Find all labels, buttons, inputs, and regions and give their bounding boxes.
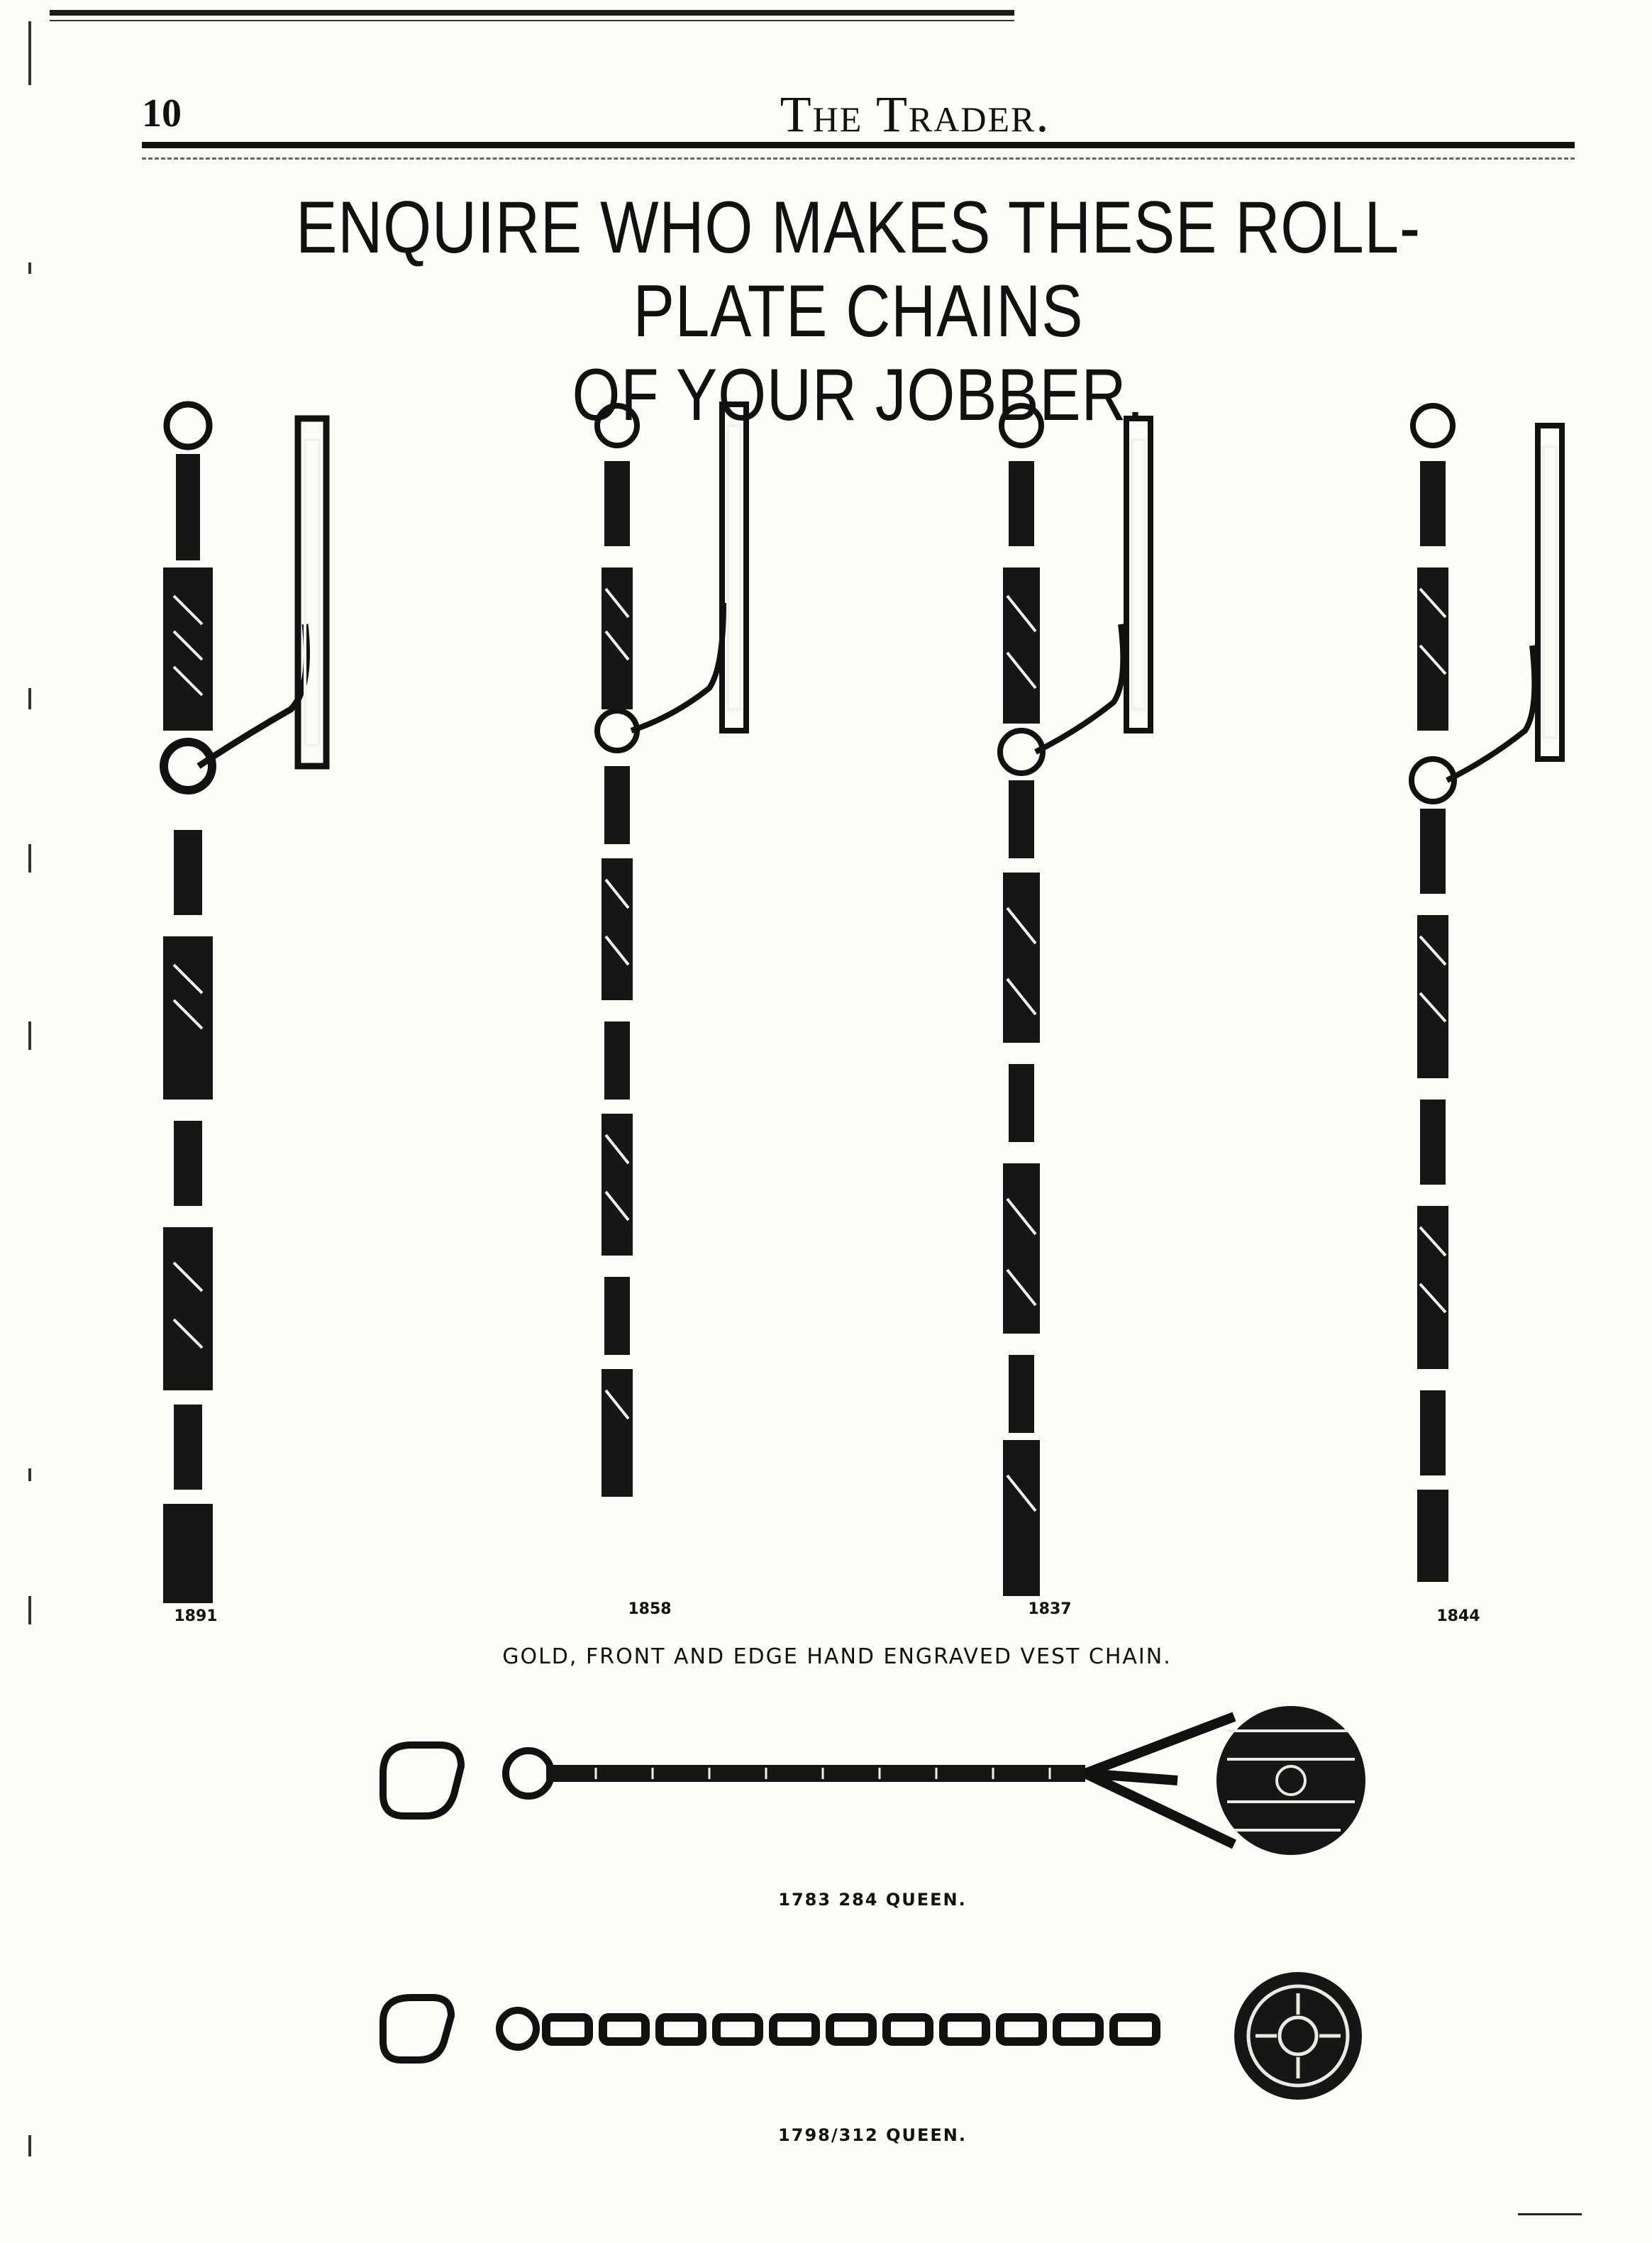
vest-chain-illustration-4 [1355, 397, 1568, 1603]
vest-chain-caption: GOLD, FRONT AND EDGE HAND ENGRAVED VEST CHAIN. [502, 1644, 1172, 1669]
fob-label: 1798/312 QUEEN. [778, 2125, 967, 2145]
running-head: The Trader. [780, 86, 1050, 143]
chain-number: 1891 [174, 1607, 218, 1625]
vest-chain-illustration-1 [135, 397, 348, 1603]
chain-number: 1844 [1436, 1607, 1480, 1625]
chain-number: 1858 [628, 1600, 672, 1618]
headline-line-1: ENQUIRE WHO MAKES THESE ROLL-PLATE CHAINS [296, 187, 1421, 353]
header-rule-dashed [142, 157, 1575, 160]
vest-chain-illustration-2 [553, 397, 766, 1603]
headline [257, 186, 1460, 437]
top-border-rule [50, 10, 1014, 16]
fob-chain-illustration-2 [369, 1958, 1376, 2114]
fob-label: 1783 284 QUEEN. [778, 1890, 967, 1910]
top-border-rule-thin [50, 20, 1014, 21]
headline-line-2: OF YOUR JOBBER. [572, 354, 1145, 436]
vest-chain-illustration-3 [958, 397, 1170, 1603]
fob-chain-illustration-1 [369, 1688, 1376, 1880]
page-number: 10 [142, 92, 182, 135]
bottom-corner-rule [1518, 2213, 1582, 2215]
header-rule [142, 142, 1575, 148]
scan-margin-marks [28, 21, 33, 2220]
chain-number: 1837 [1028, 1600, 1072, 1618]
